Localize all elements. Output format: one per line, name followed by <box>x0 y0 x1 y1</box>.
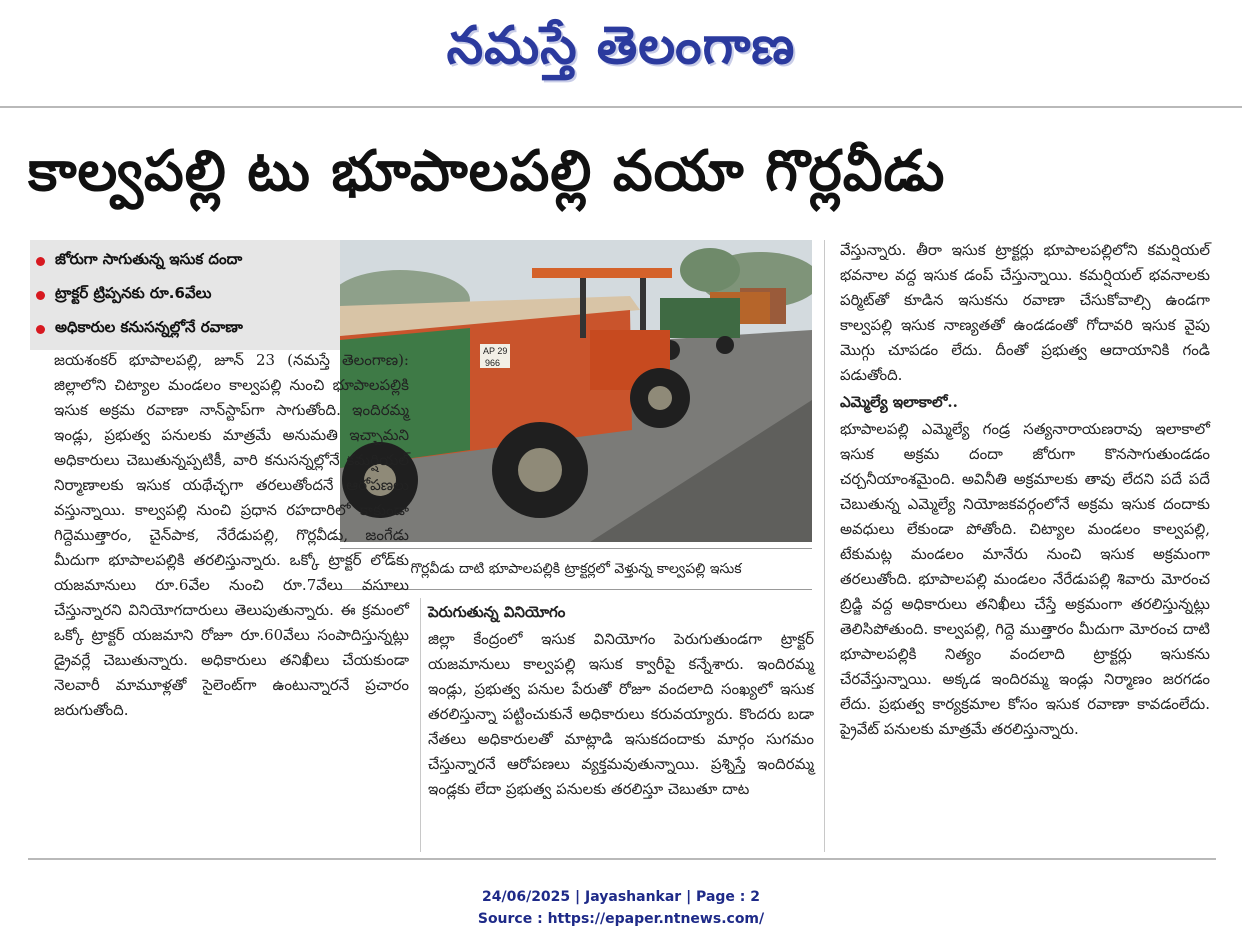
article-column-3 <box>840 238 1210 742</box>
edition-info: 24/06/2025 | Jayashankar | Page : 2 <box>482 889 760 905</box>
highlight-item <box>36 244 336 278</box>
headline: కాల్వపల్లి టు భూపాలపల్లి వయా గొర్లవీడు <box>28 139 946 204</box>
bullet-icon <box>36 291 45 300</box>
bullet-icon <box>36 325 45 334</box>
masthead <box>0 0 1242 104</box>
article-paragraph: వేస్తున్నారు. తీరా ఇసుక ట్రాక్టర్లు భూపాలపల్లిలోని కమర్షియల్ భవనాల వద్ద ఇసుక డంప్ చేస్తున్నాయి. కమర్షియల్ భవనాలకు పర్మిట్‌తో కూడిన ఇసుకను రవాణా చేసుకోవాల్సి ఉండగా కాల్వపల్లి ఇసుక నాణ్యతతో ఉండడంతో గోదావరి ఇసుక వైపు మొగ్గు చూపడం లేదు. దీంతో ప్రభుత్వ ఆదాయానికి గండి పడుతోంది. <box>840 241 1210 384</box>
tractor-photo-illustration <box>340 240 812 542</box>
bullet-icon <box>36 257 45 266</box>
highlight-text: అధికారుల కనుసన్నల్లోనే రవాణా <box>55 318 243 336</box>
article-paragraph: జిల్లా కేంద్రంలో ఇసుక వినియోగం పెరుగుతుండగా ట్రాక్టర్ యజమానులు కాల్వపల్లి ఇసుక క్వారీపై కన్నేశారు. ఇందిరమ్మ ఇండ్లు, ప్రభుత్వ పనుల పేరుతో రోజూ వందలాది సంఖ్యలో ఇసుక తరలిస్తున్నా పట్టించుకునే అధికారులు కరువయ్యారు. కొందరు బడా నేతలు అధికారులతో మాట్లాడి ఇసుకదందాకు మార్గం సుగమం చేస్తున్నారనే ఆరోపణలు వ్యక్తమవుతున్నాయి. ప్రశ్నిస్తే ఇందిరమ్మ ఇండ్లకు లేదా ప్రభుత్వ పనులకు తరలిస్తూ చెబుతూ దాట <box>428 630 814 798</box>
article-paragraph: జయశంకర్ భూపాలపల్లి, జూన్ 23 (నమస్తే తెలంగాణ): జిల్లాలోని చిట్యాల మండలం కాల్వపల్లి నుంచి భూపాలపల్లికి ఇసుక అక్రమ రవాణా నాన్‌స్టాప్‌గా సాగుతోంది. ఇందిరమ్మ ఇండ్లు, ప్రభుత్వ పనులకు మాత్రమే అనుమతి ఇచ్చామని అధికారులు చెబుతున్నప్పటికీ, వారి కనుసన్నల్లోనే కమర్షియల్ నిర్మాణాలకు ఇసుక యథేచ్ఛగా తరలుతోందనే ఆరోపణలు వస్తున్నాయి. కాల్వపల్లి నుంచి ప్రధాన రహదారిలో కాకుండా గిద్దెముత్తారం, చైన్‌పాక, నేరేడుపల్లి, గొర్లవీడు, జంగేడు మీదుగా భూపాలపల్లికి తరలిస్తున్నారు. ఒక్కో ట్రాక్టర్ లోడ్‌కు యజమానులు రూ.6వేల నుంచి రూ.7వేలు వసూలు చేస్తున్నారని వినియోగదారులు తెలుపుతున్నారు. ఈ క్రమంలో ఒక్కో ట్రాక్టర్ యజమాని రోజూ రూ.60వేలు సంపాదిస్తున్నట్లు డ్రైవర్లే చెబుతున్నారు. అధికారులు తనిఖీలు చేయకుండా నెలవారీ మామూళ్లతో సైలెంట్‌గా ఉంటున్నారనే ప్రచారం జరుగుతోంది. <box>54 351 409 719</box>
highlight-item <box>36 278 336 312</box>
column-divider <box>420 598 421 852</box>
bottom-divider <box>28 858 1216 860</box>
highlights-box <box>30 240 342 350</box>
source-link[interactable]: Source : https://epaper.ntnews.com/ <box>477 911 765 927</box>
article-column-1 <box>54 348 409 723</box>
plate-text: 966 <box>485 358 501 368</box>
page-footer <box>0 886 1242 930</box>
newspaper-logo: నమస్తే తెలంగాణ <box>446 15 796 76</box>
photo-caption: గొర్లవీడు దాటి భూపాలపల్లికి ట్రాక్టర్లలో వెళ్తున్న కాల్వపల్లి ఇసుక <box>340 548 812 590</box>
article-paragraph: భూపాలపల్లి ఎమ్మెల్యే గండ్ర సత్యనారాయణరావు ఇలాకాలో ఇసుక అక్రమ దందా జోరుగా కొనసాగుతుండడం చర్చనీయాంశమైంది. అవినీతి అక్రమాలకు తావు లేదని పదే పదే చెబుతున్న ఎమ్మెల్యే నియోజకవర్గంలోనే అక్రమ ఇసుక దందాకు అవధులు లేకుండా పోతోంది. చిట్యాల మండలం కాల్వపల్లి, టేకుమట్ల మండలం మానేరు నుంచి ఇసుక అక్రమంగా తరలుతోంది. భూపాలపల్లి మండలం నేరేడుపల్లి శివారు మోరంచ బ్రిడ్జి వద్ద అధికారులు తనిఖీలు చేస్తే అక్రమంగా తరలిస్తున్నట్లు తెలిసిపోతుంది. కాల్వపల్లి, గిద్దె ముత్తారం మీదుగా మోరంచ దాటి భూపాలపల్లికి నిత్యం వందలాది ట్రాక్టర్లు ఇసుకను చేరవేస్తున్నాయి. అక్కడ ఇందిరమ్మ ఇండ్లు నిర్మాణం జరగడం లేదు. ప్రభుత్వ కార్యక్రమాల కోసం ఇసుక రవాణా కావడంలేదు. ప్రైవేట్ పనులకు మాత్రమే తరలిస్తున్నారు. <box>840 420 1210 738</box>
highlight-text: ట్రాక్టర్ ట్రిప్పనకు రూ.6వేలు <box>55 284 212 302</box>
plate-text: AP 29 <box>483 346 508 356</box>
highlight-item <box>36 312 336 346</box>
article-column-2 <box>428 598 814 802</box>
news-photo <box>340 240 812 542</box>
top-divider <box>0 106 1242 108</box>
highlight-text: జోరుగా సాగుతున్న ఇసుక దందా <box>55 250 243 268</box>
section-subheading: పెరుగుతున్న వినియోగం <box>428 603 566 621</box>
column-divider <box>824 240 825 852</box>
section-subheading: ఎమ్మెల్యే ఇలాకాలో.. <box>840 393 958 411</box>
